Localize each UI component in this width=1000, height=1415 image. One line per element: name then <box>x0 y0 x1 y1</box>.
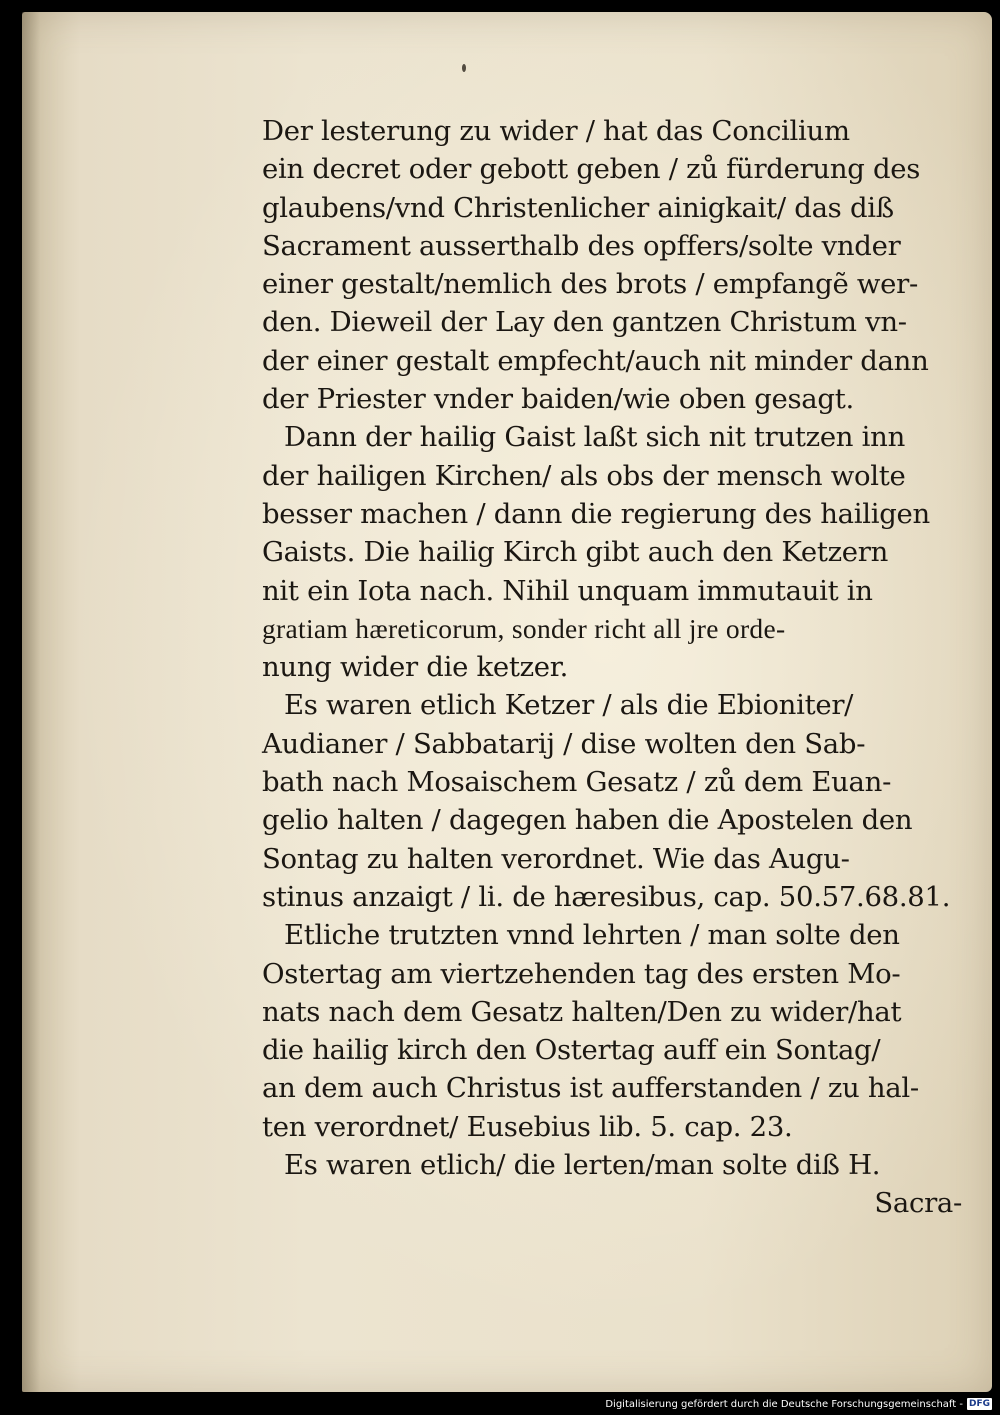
digitization-credit <box>605 1397 992 1411</box>
text-line: der hailigen Kirchen/ als obs der mensch wolte <box>262 459 906 492</box>
catchword: Sacra- <box>874 1187 962 1220</box>
credit-text: Digitalisierung gefördert durch die Deutsche Forschungsgemeinschaft - <box>605 1398 963 1410</box>
text-line: die hailig kirch den Ostertag auff ein Sontag/ <box>262 1034 881 1067</box>
text-line: Es waren etlich Ketzer / als die Ebioniter/ <box>284 689 854 722</box>
text-line: besser machen / dann die regierung des hailigen <box>262 497 930 530</box>
text-line: glaubens/vnd Christenlicher ainigkait/ das diß <box>262 191 894 224</box>
text-line: der Priester vnder baiden/wie oben gesagt. <box>262 383 854 416</box>
text-line: ein decret oder gebott geben / zů fürderung des <box>262 153 921 186</box>
text-line: stinus anzaigt / li. de hæresibus, cap. 50.57.68.81. <box>262 880 951 913</box>
body-text <box>262 112 982 1223</box>
text-line: Sacrament ausserthalb des opffers/solte vnder <box>262 229 901 262</box>
text-line: nit ein Iota nach. Nihil unquam immutauit in <box>262 574 873 607</box>
text-line: bath nach Mosaischem Gesatz / zů dem Euan- <box>262 766 892 799</box>
text-line: nats nach dem Gesatz halten/Den zu wider/hat <box>262 995 902 1028</box>
text-line: an dem auch Christus ist aufferstanden / zu hal- <box>262 1072 919 1105</box>
text-line: Es waren etlich/ die lerten/man solte diß H. <box>284 1149 881 1182</box>
text-line: einer gestalt/nemlich des brots / empfangẽ wer- <box>262 268 918 301</box>
text-line: der einer gestalt empfecht/auch nit minder dann <box>262 344 929 377</box>
text-line: nung wider die ketzer. <box>262 651 569 684</box>
dfg-logo-icon: DFG <box>968 1399 990 1409</box>
text-line: gratiam hæreticorum, sonder richt all jre orde- <box>262 612 786 644</box>
text-line: Gaists. Die hailig Kirch gibt auch den Ketzern <box>262 536 888 569</box>
text-line: ten verordnet/ Eusebius lib. 5. cap. 23. <box>262 1110 793 1143</box>
text-line: Etliche trutzten vnnd lehrten / man solte den <box>284 919 900 952</box>
text-line: gelio halten / dagegen haben die Apostelen den <box>262 804 913 837</box>
text-line: Der lesterung zu wider / hat das Concilium <box>262 115 850 147</box>
text-line: den. Dieweil der Lay den gantzen Christum vn- <box>262 306 907 339</box>
text-line: Audianer / Sabbatarij / dise wolten den Sab- <box>262 727 866 760</box>
text-line: Dann der hailig Gaist laßt sich nit trutzen inn <box>284 421 905 454</box>
text-line: Ostertag am viertzehenden tag des ersten Mo- <box>262 957 901 990</box>
ink-mark <box>462 64 466 72</box>
book-page <box>22 12 992 1392</box>
text-line: Sontag zu halten verordnet. Wie das Augu- <box>262 842 850 875</box>
